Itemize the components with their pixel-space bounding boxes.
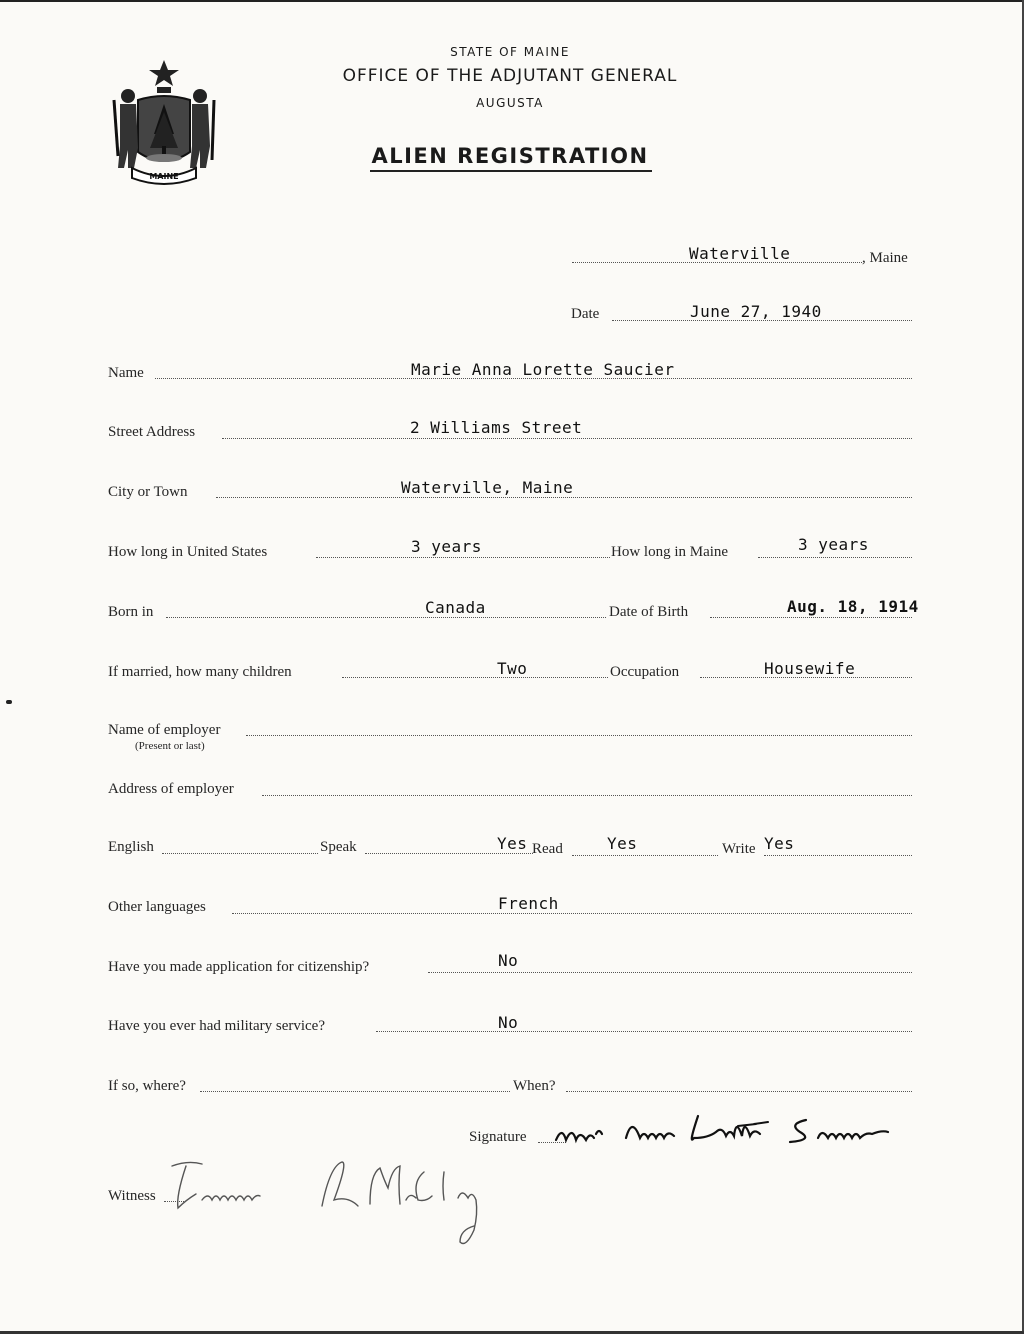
dob-value: Aug. 18, 1914: [787, 597, 919, 616]
us-duration-value: 3 years: [411, 537, 482, 556]
form-title: ALIEN REGISTRATION: [371, 144, 649, 168]
city-label: City or Town: [108, 484, 188, 500]
if-so-where-label: If so, where?: [108, 1078, 186, 1094]
date-label: Date: [571, 306, 600, 322]
margin-mark: [6, 700, 12, 704]
english-line: [162, 853, 318, 854]
city-line: [216, 497, 912, 498]
when-line: [566, 1091, 912, 1092]
seal-label: MAINE: [149, 172, 179, 181]
dob-line: [710, 617, 912, 618]
us-duration-line: [316, 557, 610, 558]
employer-label: Name of employer: [108, 722, 221, 738]
office-heading: OFFICE OF THE ADJUTANT GENERAL: [342, 66, 678, 86]
born-in-value: Canada: [425, 598, 486, 617]
maine-duration-line: [758, 557, 912, 558]
employer-address-line: [262, 795, 912, 796]
born-in-label: Born in: [108, 604, 154, 620]
employer-line: [246, 735, 912, 736]
speak-label: Speak: [320, 839, 357, 855]
read-value: Yes: [607, 834, 638, 853]
dob-label: Date of Birth: [609, 604, 689, 620]
scan-edge-top: [0, 0, 1024, 2]
maine-duration-label: How long in Maine: [611, 544, 729, 560]
other-languages-line: [232, 913, 912, 914]
city-value: Waterville, Maine: [401, 478, 574, 497]
signature-label: Signature: [469, 1129, 527, 1145]
write-value: Yes: [764, 834, 795, 853]
witness-label: Witness: [108, 1188, 156, 1204]
english-label: English: [108, 839, 154, 855]
speak-line: [365, 853, 533, 854]
children-value: Two: [497, 659, 528, 678]
date-value: June 27, 1940: [690, 302, 822, 321]
name-label: Name: [108, 365, 144, 381]
speak-value: Yes: [497, 834, 528, 853]
children-label: If married, how many children: [108, 664, 292, 680]
when-label: When?: [513, 1078, 556, 1094]
write-label: Write: [722, 841, 756, 857]
city-heading: AUGUSTA: [476, 96, 544, 110]
military-label: Have you ever had military service?: [108, 1018, 325, 1034]
children-line: [342, 677, 608, 678]
if-so-where-line: [200, 1091, 510, 1092]
maine-duration-value: 3 years: [798, 535, 869, 554]
name-value: Marie Anna Lorette Saucier: [411, 360, 675, 379]
street-line: [222, 438, 912, 439]
read-label: Read: [532, 841, 563, 857]
citizenship-line: [428, 972, 912, 973]
other-languages-value: French: [498, 894, 559, 913]
citizenship-value: No: [498, 951, 519, 970]
read-line: [572, 855, 718, 856]
employer-sublabel: (Present or last): [135, 740, 205, 752]
military-value: No: [498, 1013, 519, 1032]
title-underline: [370, 170, 652, 172]
employer-address-label: Address of employer: [108, 781, 234, 797]
born-in-line: [166, 617, 606, 618]
state-heading: STATE OF MAINE: [450, 45, 570, 59]
military-line: [376, 1031, 912, 1032]
applicant-signature: [548, 1108, 978, 1158]
citizenship-label: Have you made application for citizenship?: [108, 959, 370, 975]
street-value: 2 Williams Street: [410, 418, 583, 437]
location-value: Waterville: [689, 244, 791, 263]
us-duration-label: How long in United States: [108, 544, 268, 560]
write-line: [764, 855, 912, 856]
other-languages-label: Other languages: [108, 899, 206, 915]
occupation-label: Occupation: [610, 664, 680, 680]
witness-signature: [162, 1152, 532, 1252]
occupation-value: Housewife: [764, 659, 856, 678]
street-label: Street Address: [108, 424, 196, 440]
location-suffix: , Maine: [862, 250, 908, 266]
